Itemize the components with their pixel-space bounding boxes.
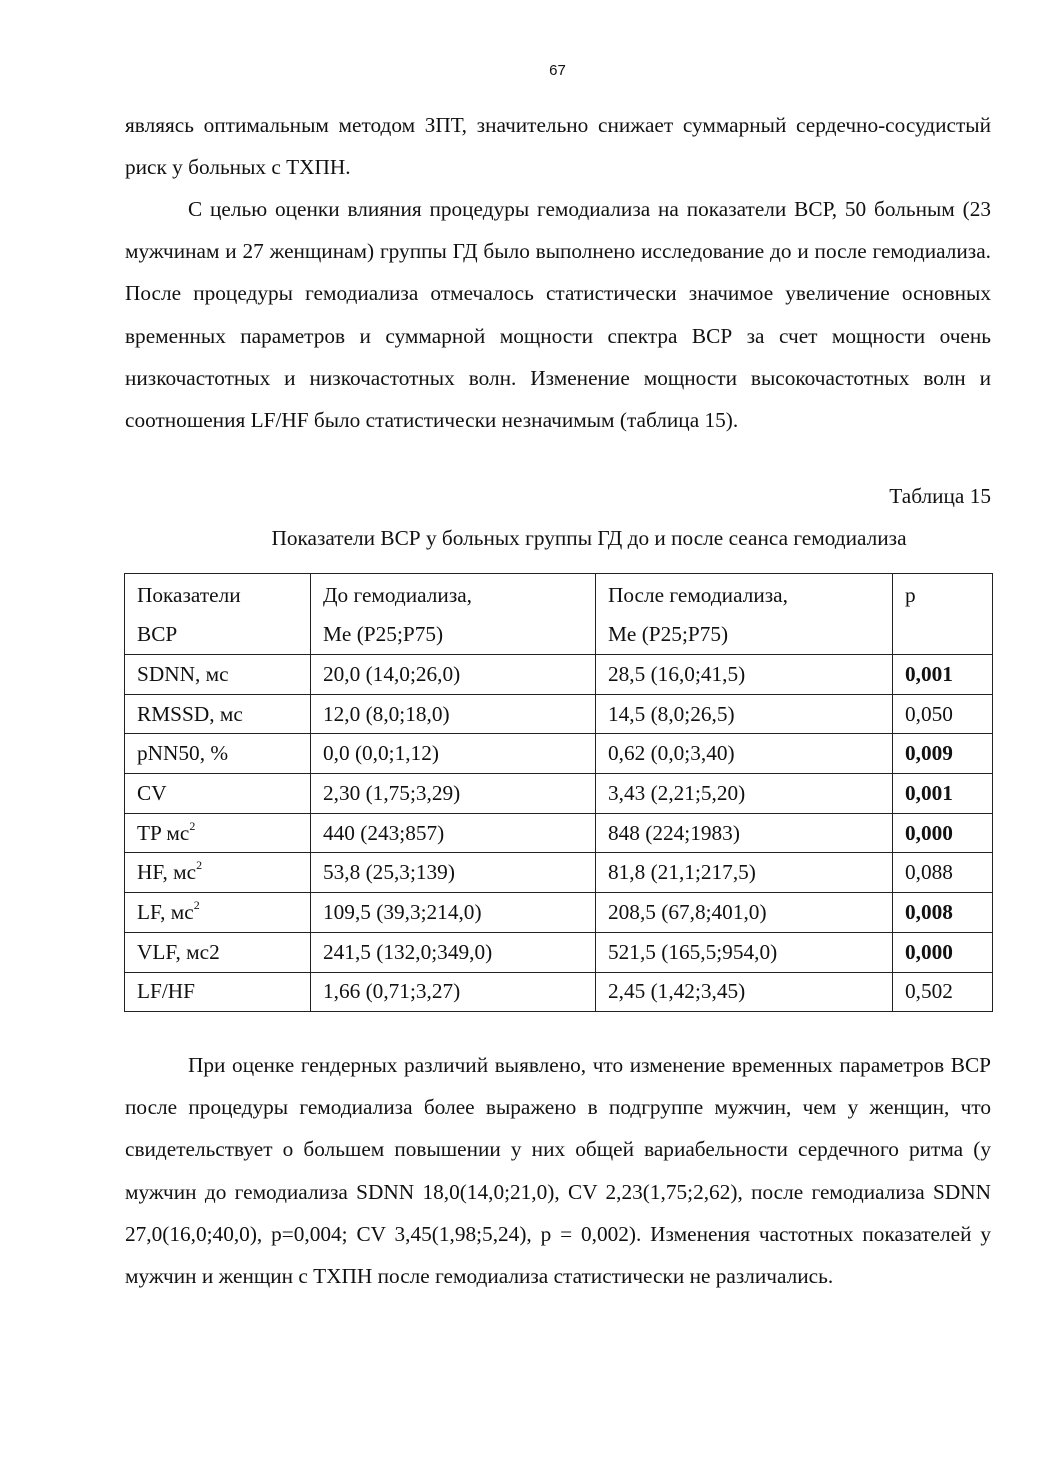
table-row [125,655,993,695]
param-cell: LF/HF [125,972,311,1012]
before-cell: 440 (243;857) [311,813,596,853]
param-cell: pNN50, % [125,734,311,774]
param-cell: CV [125,774,311,814]
p-value-cell: 0,050 [893,694,993,734]
p-value-cell: 0,088 [893,853,993,893]
before-cell: 53,8 (25,3;139) [311,853,596,893]
unit-superscript: 2 [196,858,203,873]
paragraph-study: С целью оценки влияния процедуры гемодиализа на показатели ВСР, 50 больным (23 мужчинам и 27 женщинам) группы ГД было выполнено исследование до и после гемодиализа. После процедуры гемодиализа отмечалось статистически значимое увеличение основных временных параметров и суммарной мощности спектра ВСР за счет мощности очень низкочастотных и низкочастотных волн. Изменение мощности высокочастотных волн и соотношения LF/HF было статистически незначимым (таблица 15). [125,197,991,433]
table-row [125,853,993,893]
param-cell: RMSSD, мс [125,694,311,734]
param-cell: VLF, мс2 [125,932,311,972]
after-cell: 2,45 (1,42;3,45) [596,972,893,1012]
param-cell: LF, $мс^2$ [125,893,311,933]
hrv-table [124,573,993,1012]
p-value-cell: 0,001 [893,655,993,695]
table-row [125,774,993,814]
paragraph-intro: являясь оптимальным методом ЗПТ, значительно снижает суммарный сердечно-сосудистый риск у больных с ТХПН. [125,113,991,180]
table-label: Таблица 15 [889,484,991,508]
after-cell: 521,5 (165,5;954,0) [596,932,893,972]
before-cell: 1,66 (0,71;3,27) [311,972,596,1012]
before-cell: 12,0 (8,0;18,0) [311,694,596,734]
after-cell: 208,5 (67,8;401,0) [596,893,893,933]
after-cell: 28,5 (16,0;41,5) [596,655,893,695]
paragraph-gender: При оценке гендерных различий выявлено, что изменение временных параметров ВСР после процедуры гемодиализа более выражено в подгруппе мужчин, чем у женщин, что свидетельствует о большем повышении у них общей вариабельности сердечного ритма (у мужчин до гемодиализа SDNN 18,0(14,0;21,0), CV 2,23(1,75;2,62), после гемодиализа SDNN 27,0(16,0;40,0), p=0,004; CV 3,45(1,98;5,24), p = 0,002). Изменения частотных показателей у мужчин и женщин с ТХПН после гемодиализа статистически не различались. [125,1053,991,1289]
p-value-cell: 0,008 [893,893,993,933]
before-cell: 2,30 (1,75;3,29) [311,774,596,814]
table-caption: Показатели ВСР у больных группы ГД до и после сеанса гемодиализа [271,526,907,550]
table-row [125,972,993,1012]
table-row [125,694,993,734]
param-cell: HF, $мс^2$ [125,853,311,893]
p-value-cell: 0,001 [893,774,993,814]
table-row [125,734,993,774]
p-value-cell: 0,502 [893,972,993,1012]
after-cell: 848 (224;1983) [596,813,893,853]
p-value-cell: 0,000 [893,932,993,972]
table-row [125,932,993,972]
param-cell: SDNN, мс [125,655,311,695]
p-value-cell: 0,009 [893,734,993,774]
after-cell: 0,62 (0,0;3,40) [596,734,893,774]
before-cell: 241,5 (132,0;349,0) [311,932,596,972]
before-cell: 20,0 (14,0;26,0) [311,655,596,695]
header-parameter: Показатели ВСР [125,574,311,655]
unit-superscript: 2 [193,897,200,912]
after-cell: 14,5 (8,0;26,5) [596,694,893,734]
p-value-cell: 0,000 [893,813,993,853]
table-row [125,893,993,933]
before-cell: 0,0 (0,0;1,12) [311,734,596,774]
unit-superscript: 2 [189,818,196,833]
before-cell: 109,5 (39,3;214,0) [311,893,596,933]
page-number: 67 [549,62,566,79]
param-cell: TP $мс^2$ [125,813,311,853]
after-cell: 3,43 (2,21;5,20) [596,774,893,814]
header-p: p [893,574,993,655]
header-after: После гемодиализа, Me (P25;P75) [596,574,893,655]
table-header-row [125,574,993,655]
after-cell: 81,8 (21,1;217,5) [596,853,893,893]
table-row [125,813,993,853]
header-before: До гемодиализа, Me (P25;P75) [311,574,596,655]
